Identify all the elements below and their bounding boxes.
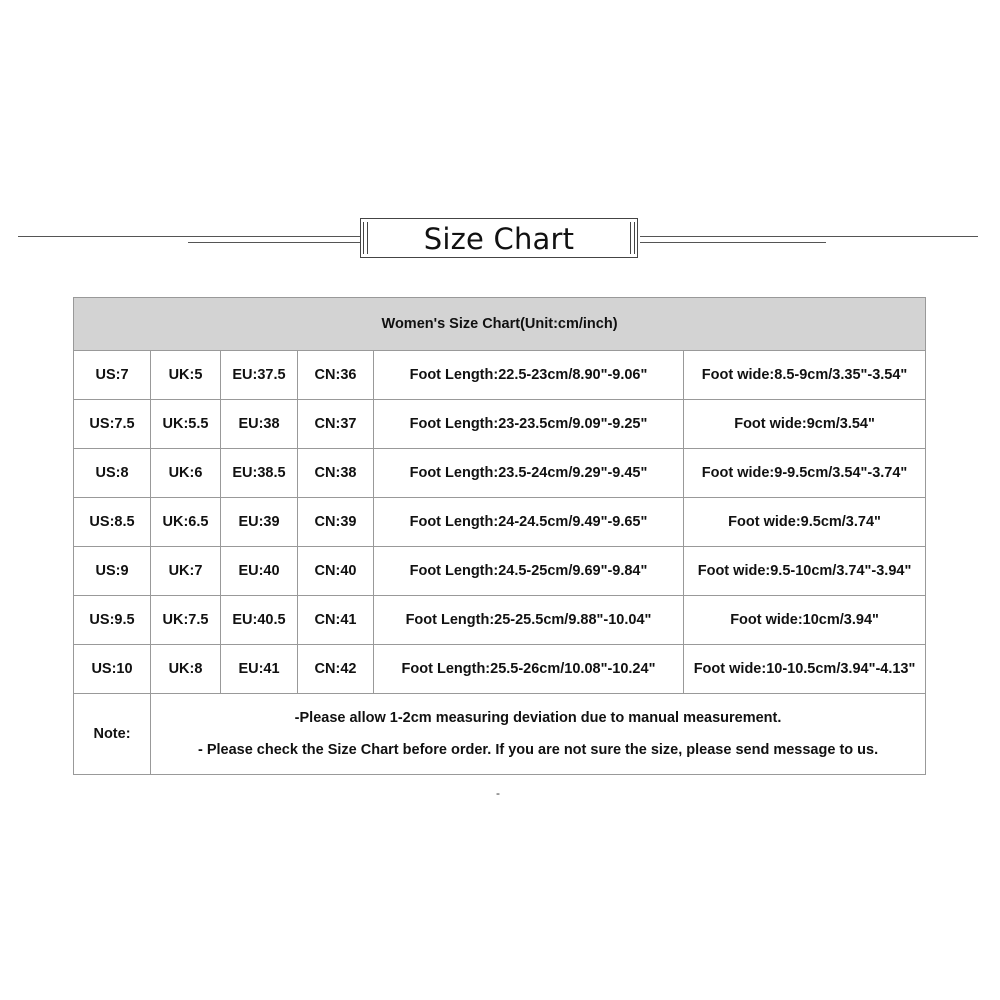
eu-size-cell: EU:38 bbox=[221, 400, 298, 449]
table-row bbox=[74, 547, 926, 596]
foot-width-cell: Foot wide:10-10.5cm/3.94"-4.13" bbox=[684, 645, 926, 694]
table-header-row bbox=[74, 298, 926, 351]
cn-size-cell: CN:42 bbox=[298, 645, 374, 694]
foot-length-cell: Foot Length:25.5-26cm/10.08"-10.24" bbox=[374, 645, 684, 694]
foot-length-cell: Foot Length:24-24.5cm/9.49"-9.65" bbox=[374, 498, 684, 547]
foot-length-cell: Foot Length:24.5-25cm/9.69"-9.84" bbox=[374, 547, 684, 596]
page-title: Size Chart bbox=[423, 222, 575, 256]
note-line1: -Please allow 1-2cm measuring deviation due to manual measurement. bbox=[294, 710, 782, 726]
title-frame bbox=[360, 218, 638, 258]
eu-size-cell: EU:39 bbox=[221, 498, 298, 547]
note-text bbox=[151, 694, 926, 775]
banner-rule-right bbox=[640, 236, 978, 237]
size-chart-banner bbox=[0, 200, 1000, 280]
table-row bbox=[74, 498, 926, 547]
us-size-cell: US:8 bbox=[74, 449, 151, 498]
us-size-cell: US:9.5 bbox=[74, 596, 151, 645]
foot-length-cell: Foot Length:23-23.5cm/9.09"-9.25" bbox=[374, 400, 684, 449]
cn-size-cell: CN:37 bbox=[298, 400, 374, 449]
us-size-cell: US:7.5 bbox=[74, 400, 151, 449]
foot-length-cell: Foot Length:25-25.5cm/9.88"-10.04" bbox=[374, 596, 684, 645]
uk-size-cell: UK:7.5 bbox=[151, 596, 221, 645]
foot-width-cell: Foot wide:9.5cm/3.74" bbox=[684, 498, 926, 547]
uk-size-cell: UK:8 bbox=[151, 645, 221, 694]
foot-length-cell: Foot Length:23.5-24cm/9.29"-9.45" bbox=[374, 449, 684, 498]
note-row bbox=[74, 694, 926, 775]
foot-width-cell: Foot wide:9.5-10cm/3.74"-3.94" bbox=[684, 547, 926, 596]
table-row bbox=[74, 400, 926, 449]
eu-size-cell: EU:40.5 bbox=[221, 596, 298, 645]
cn-size-cell: CN:36 bbox=[298, 351, 374, 400]
uk-size-cell: UK:5 bbox=[151, 351, 221, 400]
note-line2: - Please check the Size Chart before order. If you are not sure the size, please send message to us. bbox=[197, 742, 879, 758]
uk-size-cell: UK:6 bbox=[151, 449, 221, 498]
uk-size-cell: UK:6.5 bbox=[151, 498, 221, 547]
us-size-cell: US:7 bbox=[74, 351, 151, 400]
note-label: Note: bbox=[74, 694, 151, 775]
banner-rule-left-inner bbox=[188, 242, 360, 243]
foot-width-cell: Foot wide:10cm/3.94" bbox=[684, 596, 926, 645]
cn-size-cell: CN:41 bbox=[298, 596, 374, 645]
uk-size-cell: UK:7 bbox=[151, 547, 221, 596]
uk-size-cell: UK:5.5 bbox=[151, 400, 221, 449]
foot-width-cell: Foot wide:9cm/3.54" bbox=[684, 400, 926, 449]
cn-size-cell: CN:40 bbox=[298, 547, 374, 596]
table-row bbox=[74, 645, 926, 694]
table-row bbox=[74, 449, 926, 498]
stray-mark: - bbox=[496, 786, 500, 800]
us-size-cell: US:10 bbox=[74, 645, 151, 694]
table-header: Women's Size Chart(Unit:cm/inch) bbox=[74, 298, 926, 351]
table-row bbox=[74, 596, 926, 645]
size-table bbox=[73, 297, 926, 775]
banner-rule-right-inner bbox=[640, 242, 826, 243]
eu-size-cell: EU:41 bbox=[221, 645, 298, 694]
cn-size-cell: CN:38 bbox=[298, 449, 374, 498]
table-row bbox=[74, 351, 926, 400]
foot-width-cell: Foot wide:8.5-9cm/3.35"-3.54" bbox=[684, 351, 926, 400]
eu-size-cell: EU:40 bbox=[221, 547, 298, 596]
us-size-cell: US:9 bbox=[74, 547, 151, 596]
banner-rule-left bbox=[18, 236, 360, 237]
eu-size-cell: EU:37.5 bbox=[221, 351, 298, 400]
cn-size-cell: CN:39 bbox=[298, 498, 374, 547]
eu-size-cell: EU:38.5 bbox=[221, 449, 298, 498]
us-size-cell: US:8.5 bbox=[74, 498, 151, 547]
foot-width-cell: Foot wide:9-9.5cm/3.54"-3.74" bbox=[684, 449, 926, 498]
foot-length-cell: Foot Length:22.5-23cm/8.90"-9.06" bbox=[374, 351, 684, 400]
